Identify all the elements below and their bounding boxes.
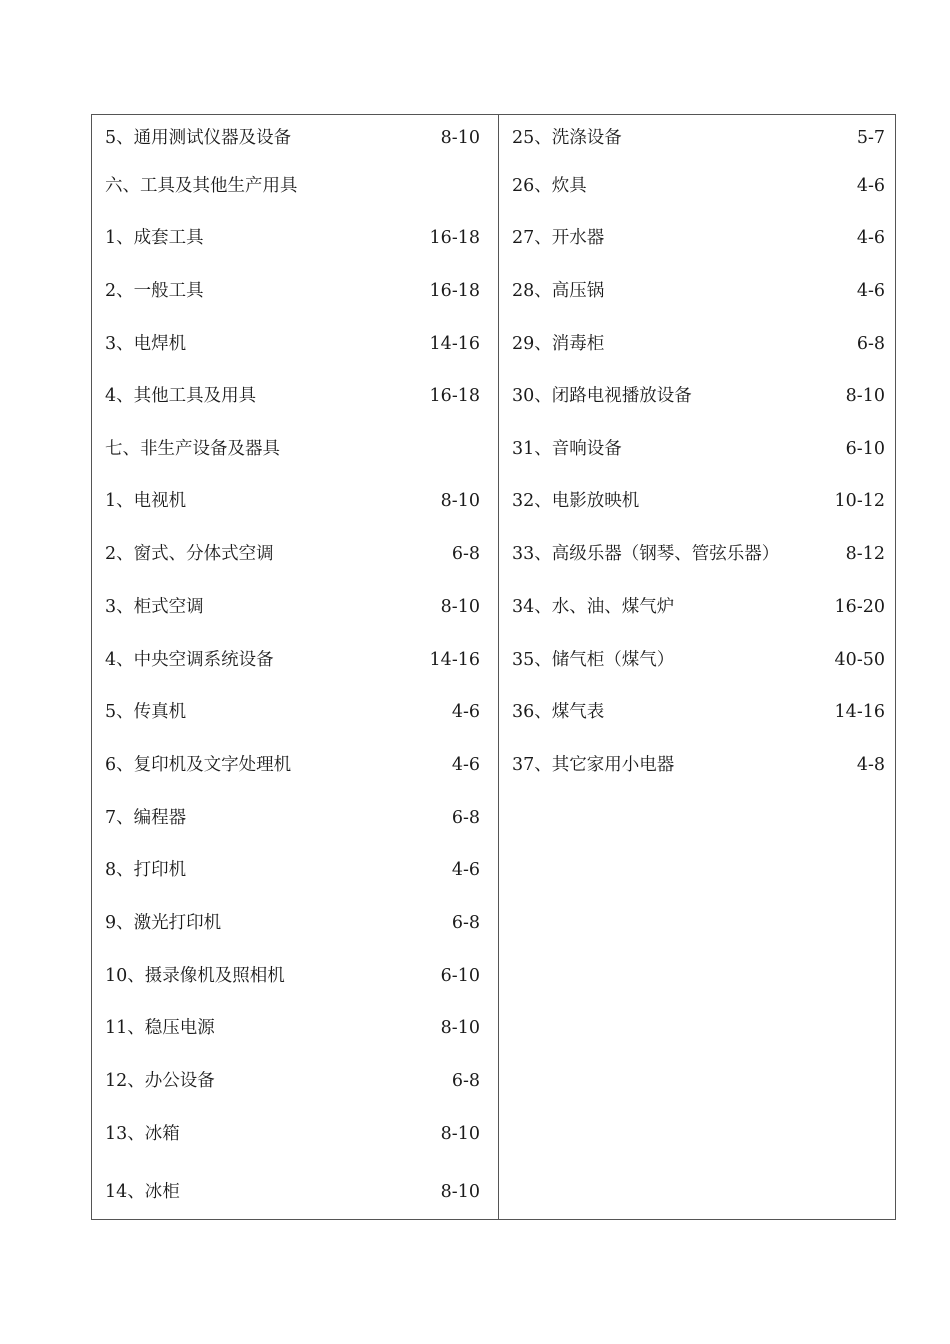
item-years: 8-10 [440,597,480,617]
item-years: 6-8 [451,544,480,564]
table-row [105,172,480,200]
item-name: 34、水、油、煤气炉 [512,597,675,617]
item-name: 3、柜式空调 [105,597,204,617]
item-years: 4-6 [856,228,885,248]
table-row [512,487,885,515]
item-name: 25、洗涤设备 [512,128,622,148]
item-name: 4、其他工具及用具 [105,386,257,406]
table-row [512,540,885,568]
table-row [105,751,480,779]
item-name: 七、非生产设备及器具 [105,439,280,459]
item-years: 8-10 [440,128,480,148]
table-row [105,593,480,621]
item-name: 11、稳压电源 [105,1018,215,1038]
item-name: 12、办公设备 [105,1071,215,1091]
table-row [512,382,885,410]
table-row [105,698,480,726]
table-row [512,435,885,463]
item-name: 3、电焊机 [105,334,187,354]
table-row [105,277,480,305]
item-years: 4-6 [856,281,885,301]
item-years: 40-50 [834,650,885,670]
item-name: 1、电视机 [105,491,187,511]
table-row [105,487,480,515]
item-name: 33、高级乐器（钢琴、管弦乐器） [512,544,780,564]
item-name: 2、窗式、分体式空调 [105,544,274,564]
item-name: 六、工具及其他生产用具 [105,176,298,196]
item-name: 26、炊具 [512,176,587,196]
item-name: 35、储气柜（煤气） [512,650,675,670]
item-name: 1、成套工具 [105,228,204,248]
depreciation-table [91,114,896,1220]
item-years: 4-6 [856,176,885,196]
item-years: 4-6 [451,860,480,880]
item-name: 7、编程器 [105,808,187,828]
column-divider [498,115,499,1219]
item-years: 8-10 [440,1018,480,1038]
table-row [105,540,480,568]
table-row [512,172,885,200]
item-years: 4-8 [856,755,885,775]
item-name: 32、电影放映机 [512,491,640,511]
table-row [512,277,885,305]
item-name: 5、传真机 [105,702,187,722]
item-name: 36、煤气表 [512,702,605,722]
item-years: 6-8 [856,334,885,354]
item-name: 37、其它家用小电器 [512,755,675,775]
table-row [105,1014,480,1042]
item-name: 27、开水器 [512,228,605,248]
item-years: 8-10 [845,386,885,406]
table-row [105,909,480,937]
item-years: 5-7 [856,128,885,148]
item-name: 29、消毒柜 [512,334,605,354]
item-years: 6-10 [845,439,885,459]
item-years: 8-10 [440,1182,480,1202]
item-years: 6-10 [440,966,480,986]
table-row [512,224,885,252]
item-years: 10-12 [834,491,885,511]
table-row [512,698,885,726]
item-name: 28、高压锅 [512,281,605,301]
table-row [512,593,885,621]
item-years: 14-16 [429,650,480,670]
item-name: 10、摄录像机及照相机 [105,966,285,986]
item-years: 8-10 [440,491,480,511]
item-name: 2、一般工具 [105,281,204,301]
item-name: 6、复印机及文字处理机 [105,755,292,775]
item-name: 8、打印机 [105,860,187,880]
item-name: 30、闭路电视播放设备 [512,386,692,406]
table-row [105,804,480,832]
table-row [105,330,480,358]
table-row [105,646,480,674]
item-years: 4-6 [451,702,480,722]
item-years: 8-10 [440,1124,480,1144]
table-row [105,1120,480,1148]
item-name: 14、冰柜 [105,1182,180,1202]
item-name: 9、激光打印机 [105,913,222,933]
item-years: 16-18 [429,386,480,406]
table-row [105,124,480,152]
item-years: 14-16 [429,334,480,354]
table-row [105,224,480,252]
table-row [512,124,885,152]
item-name: 13、冰箱 [105,1124,180,1144]
item-years: 16-18 [429,228,480,248]
item-years: 16-20 [834,597,885,617]
table-row [105,435,480,463]
table-row [105,856,480,884]
table-row [105,962,480,990]
item-name: 31、音响设备 [512,439,622,459]
item-years: 4-6 [451,755,480,775]
table-row [512,646,885,674]
table-row [105,1178,480,1206]
item-years: 8-12 [845,544,885,564]
item-years: 16-18 [429,281,480,301]
item-years: 6-8 [451,913,480,933]
table-row [105,382,480,410]
item-years: 6-8 [451,808,480,828]
item-name: 5、通用测试仪器及设备 [105,128,292,148]
item-years: 14-16 [834,702,885,722]
table-row [512,751,885,779]
table-row [105,1067,480,1095]
item-name: 4、中央空调系统设备 [105,650,274,670]
table-row [512,330,885,358]
item-years: 6-8 [451,1071,480,1091]
